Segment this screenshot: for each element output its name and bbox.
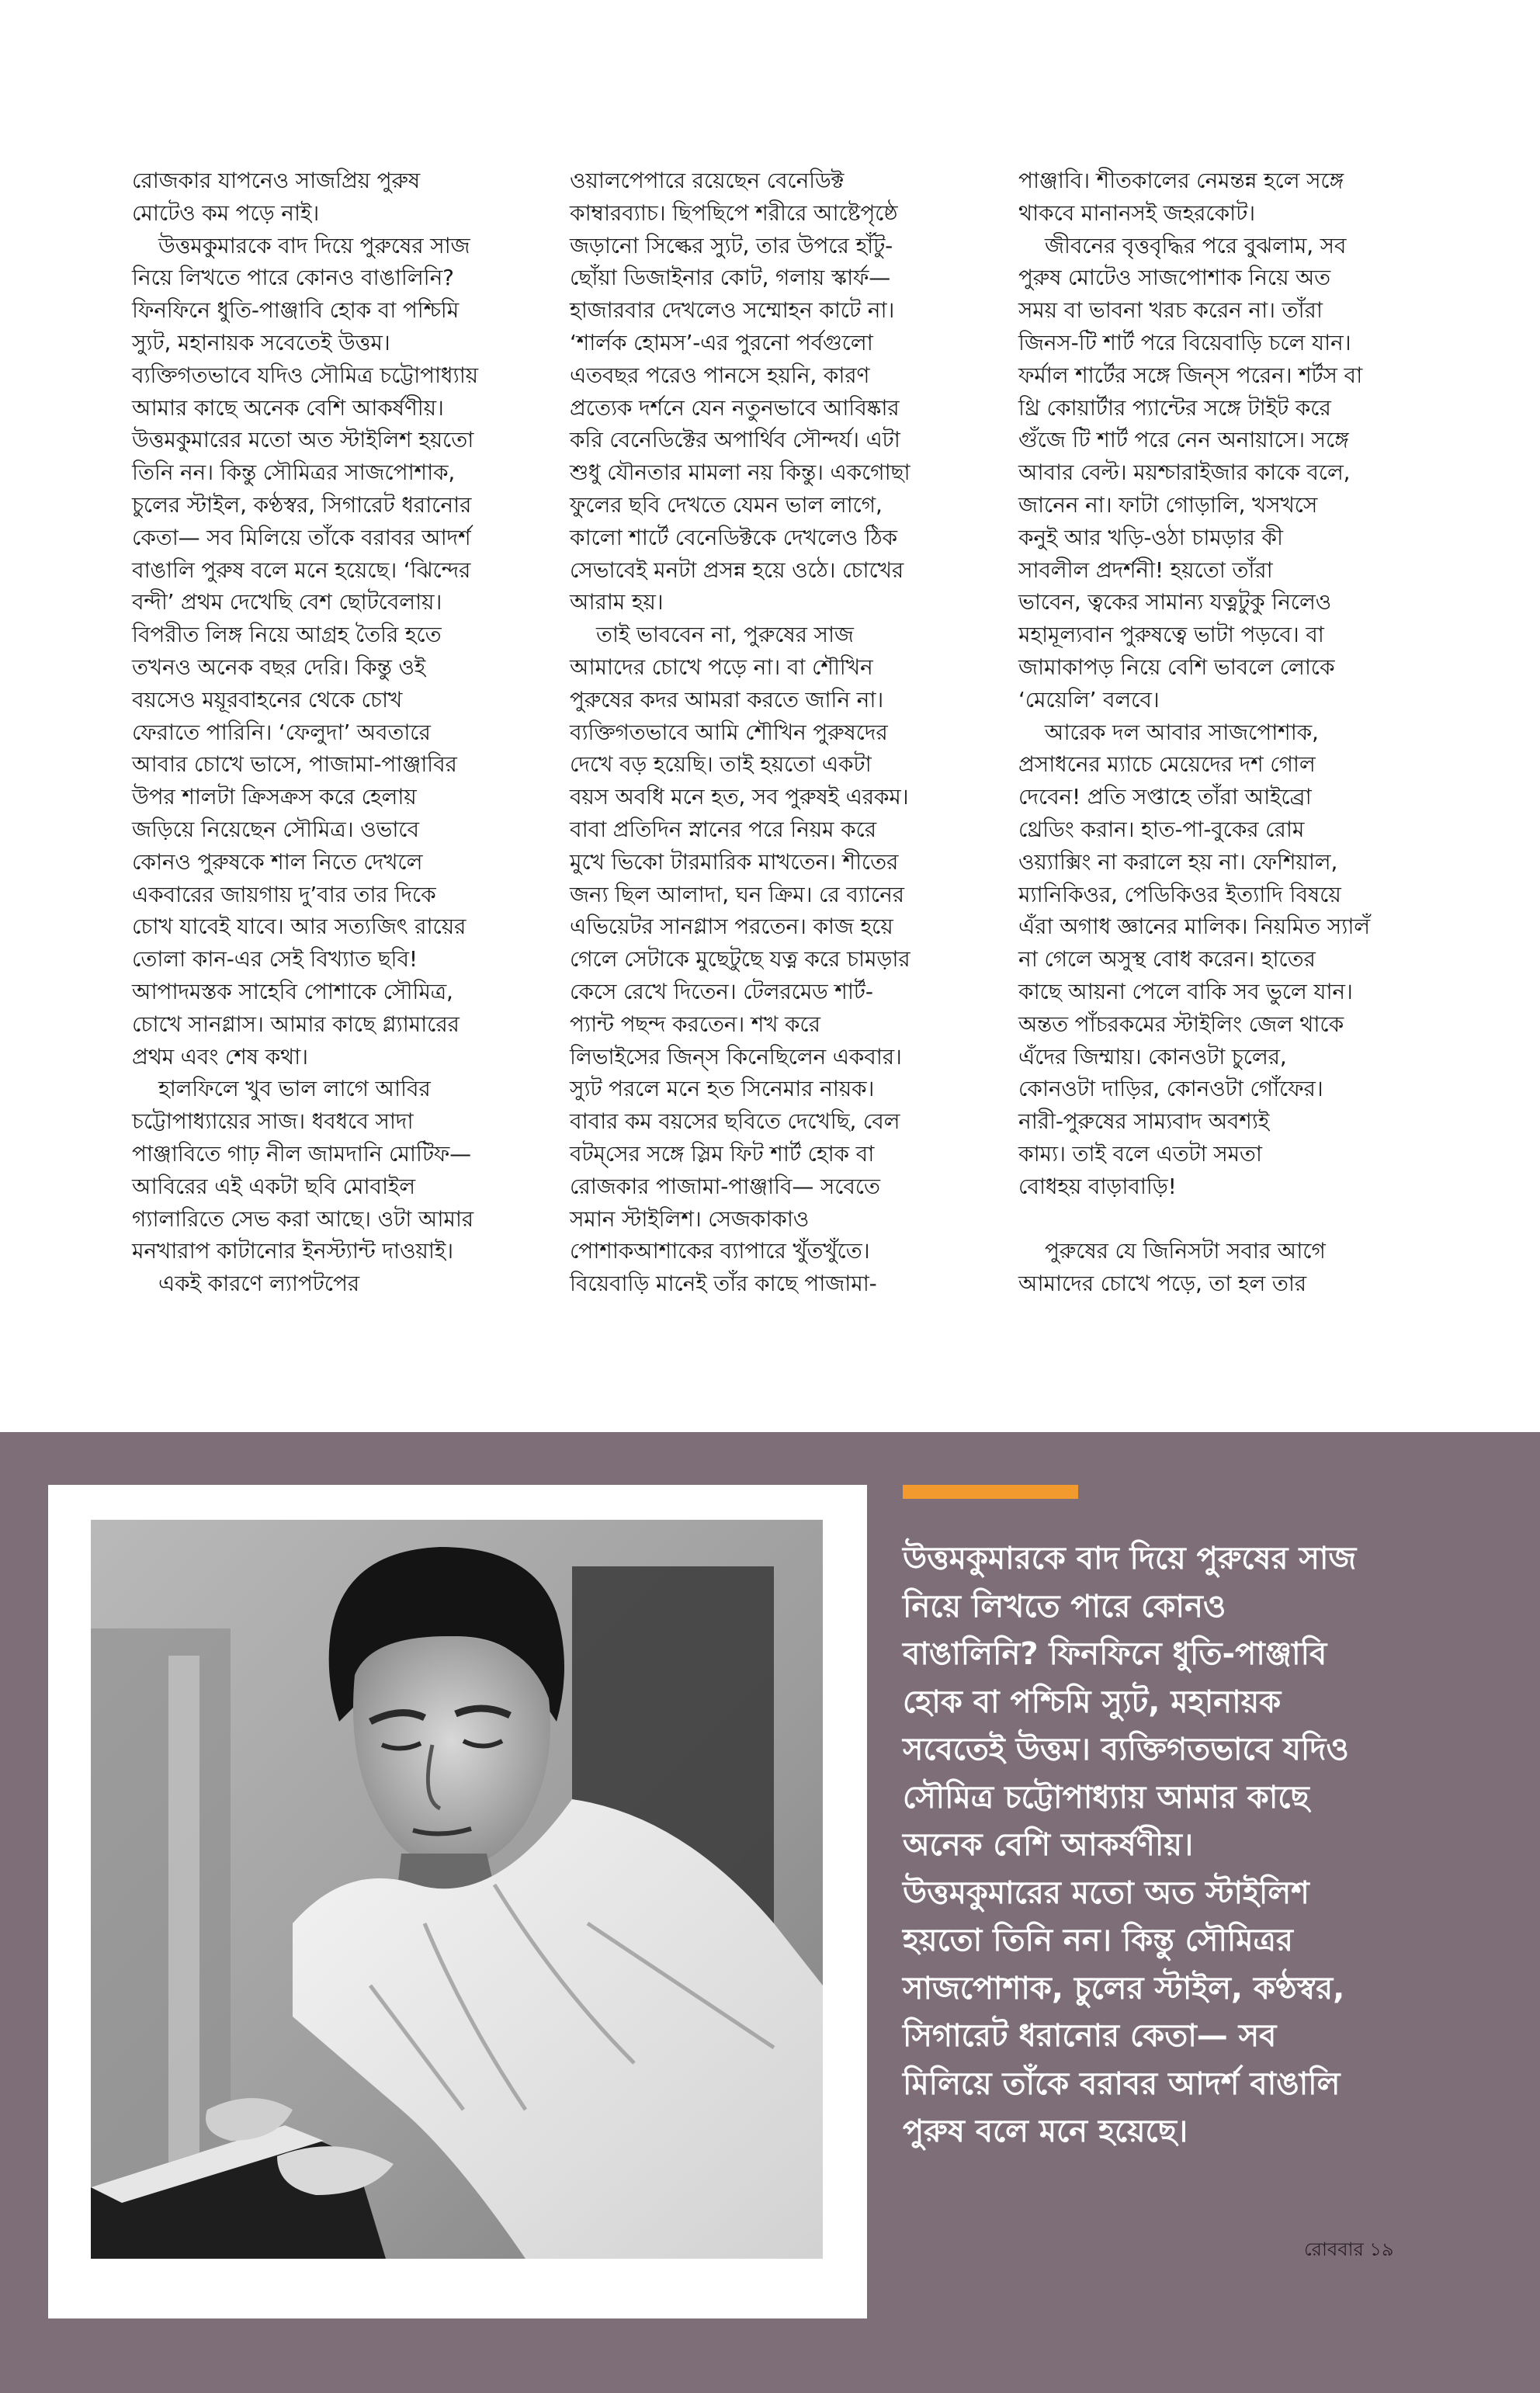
article-line: ছোঁয়া ডিজাইনার কোট, গলায় স্কার্ফ— — [570, 265, 891, 291]
article-line: এতবছর পরেও পানসে হয়নি, কারণ — [570, 362, 870, 388]
article-line: থ্রেডিং করান। হাত-পা-বুকের রোম — [1018, 816, 1305, 842]
article-line: জড়িয়ে নিয়েছেন সৌমিত্র। ওভাবে — [132, 816, 419, 842]
article-line: মহামূল্যবান পুরুষত্বে ভাটা পড়বে। বা — [1018, 622, 1324, 648]
article-line: থাকবে মানানসই জহরকোট। — [1018, 199, 1255, 226]
pull-quote-line: সিগারেট ধরানোর কেতা— সব — [903, 2018, 1277, 2054]
article-line: কালো শার্টে বেনেডিক্টকে দেখলেও ঠিক — [570, 524, 897, 550]
article-line: কনুই আর খড়ি-ওঠা চামড়ার কী — [1018, 524, 1283, 550]
article-column-2 — [570, 165, 1012, 1300]
article-line: ফেরাতে পারিনি। ‘ফেলুদা’ অবতারে — [132, 719, 431, 745]
article-line: জীবনের বৃত্তবৃদ্ধির পরে বুঝলাম, সব — [1045, 232, 1347, 258]
pull-quote-line: নিয়ে লিখতে পারে কোনও — [903, 1588, 1226, 1625]
pull-quote-line: বাঙালিনি? ফিনফিনে ধুতি-পাঞ্জাবি — [903, 1636, 1327, 1672]
article-line: বিয়েবাড়ি মানেই তাঁর কাছে পাজামা- — [570, 1271, 877, 1297]
pull-quote-line: সবেতেই উত্তম। ব্যক্তিগতভাবে যদিও — [903, 1732, 1349, 1767]
pull-quote-line: সৌমিত্র চট্টোপাধ্যায় আমার কাছে — [903, 1779, 1309, 1816]
article-line: আবিরের এই একটা ছবি মোবাইল — [132, 1173, 415, 1199]
article-line — [1018, 1203, 1453, 1236]
article-line: আবার বেল্ট। ময়শ্চারাইজার কাকে বলে, — [1018, 460, 1351, 486]
article-line: জিনস-টি শার্ট পরে বিয়েবাড়ি চলে যান। — [1018, 329, 1351, 355]
article-line: প্রত্যেক দর্শনে যেন নতুনভাবে আবিষ্কার — [570, 394, 900, 421]
article-line: নিয়ে লিখতে পারে কোনও বাঙালিনি? — [132, 265, 454, 291]
article-line: আরেক দল আবার সাজপোশাক, — [1045, 719, 1319, 745]
article-line: লিভাইসের জিন্‌স কিনেছিলেন একবার। — [570, 1043, 902, 1070]
article-column-3 — [1018, 165, 1453, 1300]
article-line: বটম্‌সের সঙ্গে স্লিম ফিট শার্ট হোক বা — [570, 1140, 875, 1167]
article-line: উত্তমকুমারের মতো অত স্টাইলিশ হয়তো — [132, 427, 474, 453]
article-line: এঁরা অগাধ জ্ঞানের মালিক। নিয়মিত স্যালঁ — [1018, 914, 1370, 940]
pull-quote-line: সাজপোশাক, চুলের স্টাইল, কণ্ঠস্বর, — [903, 1970, 1345, 2006]
pull-quote-line: মিলিয়ে তাঁকে বরাবর আদর্শ বাঙালি — [903, 2065, 1341, 2102]
article-line: তিনি নন। কিন্তু সৌমিত্রর সাজপোশাক, — [132, 460, 456, 486]
article-line: বাবার কম বয়সের ছবিতে দেখেছি, বেল — [570, 1108, 900, 1135]
article-line: ‘মেয়েলি’ বলবে। — [1018, 686, 1160, 713]
article-line: প্যান্ট পছন্দ করতেন। শখ করে — [570, 1011, 820, 1037]
article-line: আমাদের চোখে পড়ে না। বা শৌখিন — [570, 654, 873, 680]
article-line: আরাম হয়। — [570, 589, 664, 616]
article-line: মনখারাপ কাটানোর ইনস্ট্যান্ট দাওয়াই। — [132, 1238, 453, 1264]
article-line: বন্দী’ প্রথম দেখেছি বেশ ছোটবেলায়। — [132, 589, 442, 616]
article-line: একবারের জায়গায় দু’বার তার দিকে — [132, 881, 436, 907]
article-line: ম্যানিকিওর, পেডিকিওর ইত্যাদি বিষয়ে — [1018, 881, 1341, 907]
article-line: পুরুষের যে জিনিসটা সবার আগে — [1045, 1238, 1326, 1264]
page-folio: রোববার ১৯ — [1304, 2239, 1394, 2260]
article-column-1 — [132, 165, 567, 1300]
article-line: কেতা— সব মিলিয়ে তাঁকে বরাবর আদর্শ — [132, 524, 471, 550]
article-line: নারী-পুরুষের সাম্যবাদ অবশ্যই — [1018, 1108, 1270, 1135]
article-line: এভিয়েটর সানগ্লাস পরতেন। কাজ হয়ে — [570, 914, 893, 940]
article-line: দেবেন! প্রতি সপ্তাহে তাঁরা আইব্রো — [1018, 784, 1312, 810]
article-line: স্যুট পরলে মনে হত সিনেমার নায়ক। — [570, 1076, 875, 1102]
article-line: উত্তমকুমারকে বাদ দিয়ে পুরুষের সাজ — [158, 232, 470, 258]
article-line: প্রথম এবং শেষ কথা। — [132, 1043, 308, 1070]
pull-quote-line: উত্তমকুমারকে বাদ দিয়ে পুরুষের সাজ — [903, 1541, 1357, 1576]
article-line: পুরুষের কদর আমরা করতে জানি না। — [570, 686, 884, 713]
article-line: বাবা প্রতিদিন স্নানের পরে নিয়ম করে — [570, 816, 876, 842]
article-line: থ্রি কোয়ার্টার প্যান্টের সঙ্গে টাইট করে — [1018, 394, 1331, 421]
article-line: দেখে বড় হয়েছি। তাই হয়তো একটা — [570, 751, 872, 778]
article-line: কোনও পুরুষকে শাল নিতে দেখলে — [132, 848, 423, 875]
article-line: ব্যক্তিগতভাবে আমি শৌখিন পুরুষদের — [570, 719, 888, 745]
article-line: জড়ানো সিল্কের স্যুট, তার উপরে হাঁটু- — [570, 232, 893, 258]
pull-quote — [903, 1535, 1462, 2156]
article-line: কোনওটা দাড়ির, কোনওটা গোঁফের। — [1018, 1076, 1323, 1102]
article-line: চুলের স্টাইল, কণ্ঠস্বর, সিগারেট ধরানোর — [132, 491, 472, 518]
article-line: সাবলীল প্রদর্শনী! হয়তো তাঁরা — [1018, 557, 1273, 583]
article-line: পুরুষ মোটেও সাজপোশাক নিয়ে অত — [1018, 265, 1330, 291]
article-line: আবার চোখে ভাসে, পাজামা-পাঞ্জাবির — [132, 751, 457, 778]
article-line: ফিনফিনে ধুতি-পাঞ্জাবি হোক বা পশ্চিমি — [132, 297, 460, 324]
article-line: কেসে রেখে দিতেন। টেলরমেড শার্ট- — [570, 978, 873, 1004]
article-line: জানেন না। ফাটা গোড়ালি, খসখসে — [1018, 491, 1318, 518]
article-line: পোশাকআশাকের ব্যাপারে খুঁতখুঁতে। — [570, 1238, 870, 1264]
pull-quote-line: হোক বা পশ্চিমি স্যুট, মহানায়ক — [903, 1684, 1282, 1720]
article-line: সেভাবেই মনটা প্রসন্ন হয়ে ওঠে। চোখের — [570, 557, 904, 583]
article-line: রোজকার যাপনেও সাজপ্রিয় পুরুষ — [132, 168, 420, 193]
article-line: আপাদমস্তক সাহেবি পোশাকে সৌমিত্র, — [132, 978, 453, 1004]
portrait-illustration — [91, 1520, 823, 2259]
article-line: ভাবেন, ত্বকের সামান্য যত্নটুকু নিলেও — [1018, 589, 1332, 616]
article-line: জন্য ছিল আলাদা, ঘন ক্রিম। রে ব্যানের — [570, 881, 904, 907]
portrait-photo — [91, 1520, 823, 2259]
article-line: শুধু যৌনতার মামলা নয় কিন্তু। একগোছা — [570, 460, 910, 486]
article-line: ওয়্যাক্সিং না করালে হয় না। ফেশিয়াল, — [1018, 848, 1338, 875]
article-line: ‘শার্লক হোমস’-এর পুরনো পর্বগুলো — [570, 329, 873, 355]
article-line: বাঙালি পুরুষ বলে মনে হয়েছে। ‘ঝিন্দের — [132, 557, 471, 583]
article-line: মুখে ভিকো টারমারিক মাখতেন। শীতের — [570, 848, 899, 875]
article-line: না গেলে অসুস্থ বোধ করেন। হাতের — [1018, 946, 1316, 973]
article-line: মোটেও কম পড়ে নাই। — [132, 199, 320, 226]
article-line: বয়স অবধি মনে হত, সব পুরুষই এরকম। — [570, 784, 909, 810]
accent-bar — [903, 1485, 1078, 1499]
article-line: ফুলের ছবি দেখতে যেমন ভাল লাগে, — [570, 491, 883, 518]
article-line: রোজকার পাজামা-পাঞ্জাবি— সবেতে — [570, 1173, 880, 1199]
article-line: কাম্বারব্যাচ। ছিপছিপে শরীরে আষ্টেপৃষ্ঠে — [570, 199, 898, 226]
pull-quote-line: হয়তো তিনি নন। কিন্তু সৌমিত্রর — [903, 1923, 1293, 1958]
article-line: আমার কাছে অনেক বেশি আকর্ষণীয়। — [132, 394, 444, 421]
article-line: আমাদের চোখে পড়ে, তা হল তার — [1018, 1271, 1307, 1297]
article-line: চোখে সানগ্লাস। আমার কাছে গ্ল্যামারের — [132, 1011, 460, 1037]
article-line: চোখ যাবেই যাবে। আর সত্যজিৎ রায়ের — [132, 914, 467, 940]
article-line: প্রসাধনের ম্যাচে মেয়েদের দশ গোল — [1018, 751, 1316, 778]
article-line: হাজারবার দেখলেও সম্মোহন কাটে না। — [570, 297, 895, 324]
article-line: পাঞ্জাবিতে গাঢ় নীল জামদানি মোটিফ— — [132, 1140, 471, 1167]
article-line: ফর্মাল শার্টের সঙ্গে জিন্‌স পরেন। শর্টস বা — [1018, 362, 1362, 388]
article-line: কাছে আয়না পেলে বাকি সব ভুলে যান। — [1018, 978, 1353, 1004]
article-line: বয়সেও ময়ূরবাহনের থেকে চোখ — [132, 686, 403, 713]
article-line: এঁদের জিম্মায়। কোনওটা চুলের, — [1018, 1043, 1287, 1070]
article-line: স্যুট, মহানায়ক সবেতেই উত্তম। — [132, 329, 390, 355]
pull-quote-line: পুরুষ বলে মনে হয়েছে। — [903, 2114, 1188, 2149]
article-line: জামাকাপড় নিয়ে বেশি ভাবলে লোকে — [1018, 654, 1335, 680]
article-line: করি বেনেডিক্টের অপার্থিব সৌন্দর্য। এটা — [570, 427, 900, 453]
article-line: তাই ভাববেন না, পুরুষের সাজ — [596, 622, 854, 648]
article-line: বিপরীত লিঙ্গ নিয়ে আগ্রহ তৈরি হতে — [132, 622, 442, 648]
article-line: চট্টোপাধ্যায়ের সাজ। ধবধবে সাদা — [132, 1108, 414, 1135]
article-line: উপর শালটা ক্রিসক্রস করে হেলায় — [132, 784, 417, 810]
article-line: পাঞ্জাবি। শীতকালের নেমন্তন্ন হলে সঙ্গে — [1018, 168, 1344, 193]
article-line: সময় বা ভাবনা খরচ করেন না। তাঁরা — [1018, 297, 1323, 324]
article-line: গেলে সেটাকে মুছেটুছে যত্ন করে চামড়ার — [570, 946, 910, 973]
article-line: অন্তত পাঁচরকমের স্টাইলিং জেল থাকে — [1018, 1011, 1344, 1037]
article-line: গুঁজে টি শার্ট পরে নেন অনায়াসে। সঙ্গে — [1018, 427, 1349, 453]
article-line: কাম্য। তাই বলে এতটা সমতা — [1018, 1140, 1262, 1167]
article-line: গ্যালারিতে সেভ করা আছে। ওটা আমার — [132, 1205, 473, 1232]
pull-quote-line: অনেক বেশি আকর্ষণীয়। — [903, 1827, 1194, 1863]
article-line: তোলা কান-এর সেই বিখ্যাত ছবি! — [132, 946, 418, 973]
pull-quote-line: উত্তমকুমারের মতো অত স্টাইলিশ — [903, 1875, 1309, 1911]
article-line: বোধহয় বাড়াবাড়ি! — [1018, 1173, 1177, 1199]
article-line: একই কারণে ল্যাপটপের — [158, 1271, 359, 1297]
article-line: ব্যক্তিগতভাবে যদিও সৌমিত্র চট্টোপাধ্যায় — [132, 362, 478, 388]
article-line: ওয়ালপেপারে রয়েছেন বেনেডিক্ট — [570, 168, 845, 193]
article-line: তখনও অনেক বছর দেরি। কিন্তু ওই — [132, 654, 426, 680]
article-line: সমান স্টাইলিশ। সেজকাকাও — [570, 1205, 810, 1232]
article-line: হালফিলে খুব ভাল লাগে আবির — [158, 1076, 431, 1102]
